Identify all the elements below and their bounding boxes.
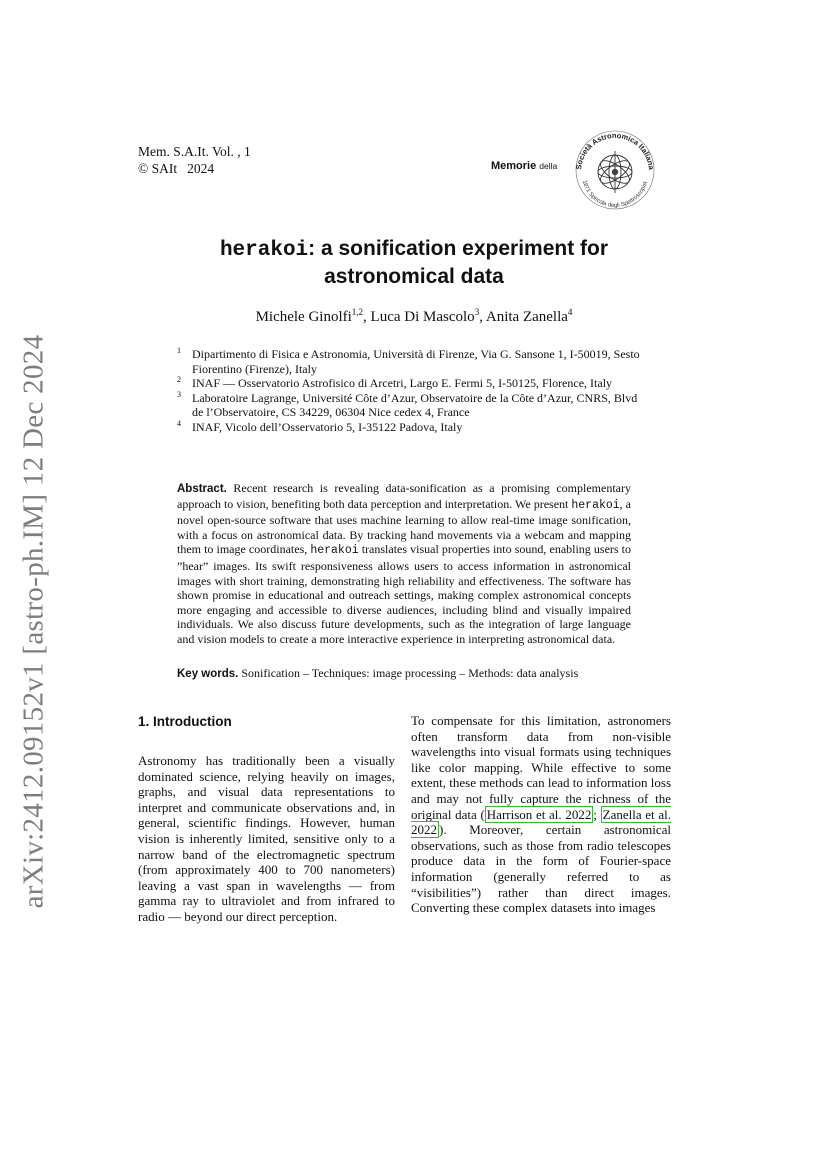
keywords xyxy=(177,666,637,681)
author: Michele Ginolfi$^{1,2}$, xyxy=(255,307,371,325)
abstract: Abstract. Recent research is revealing data-sonification as a promising complementary approach to vision, benefiting both data perception and interpretation. We present herakoi, a novel open-source software that uses machine learning to allow real-time image sonification, with a focus on astronomical data. By tracking hand movements via a webcam and mapping them to image coordinates, herakoi translates visual properties into sound, enabling users to ”hear” images. Its swift responsiveness allows users to access information in astronomical images with short training, demonstrating high reliability and effectiveness. The software has shown promise in educational and outreach settings, making complex astronomical concepts more engaging and accessible to diverse audiences, including blind and visually impaired individuals. We also discuss future developments, such as the integration of large language and vision models to create a more interactive experience in interpreting astronomical data. xyxy=(177,481,631,646)
title-line-2: astronomical data xyxy=(324,265,504,288)
author-list xyxy=(138,309,690,326)
memorie-label xyxy=(491,160,557,172)
keywords-label: Key words. xyxy=(177,668,239,680)
memorie-word: Memorie xyxy=(491,160,537,172)
sait-logo-icon xyxy=(573,126,657,212)
section-heading: 1. Introduction xyxy=(138,714,232,729)
affiliation-item: 1 Dipartimento di Fisica e Astronomia, Università di Firenze, Via G. Sansone 1, I-50019, Sesto Fiorentino (Firenze), Italy xyxy=(177,346,640,376)
copyright-line xyxy=(138,160,251,177)
affiliation-item: 2 INAF — Osservatorio Astrofisico di Arcetri, Largo E. Fermi 5, I-50125, Florence, Italy xyxy=(177,375,613,391)
journal-info xyxy=(138,143,251,177)
logo-subtext: Specola degli Spettroscopist xyxy=(587,181,649,209)
author: Luca Di Mascolo$^3$, xyxy=(370,307,486,325)
body-column-right: To compensate for this limitation, astronomers often transform data from non-visible wavelengths into visual formats using techniques like color mapping. While effective to some extent, these methods can lead to information loss and may not fully capture the richness of the original data ( Harrison et al. 2022 ; Zanella et al. 2022 ). Moreover, certain astronomical observations, such as those from radio telescopes produce data in the form of Fourier-space information (generally referred to as “visibilities”) rather than direct images. Converting these complex datasets into images xyxy=(411,713,671,916)
citation-link[interactable]: Zanella et al. 2022 xyxy=(411,806,671,838)
author: Anita Zanella$^4$ xyxy=(485,307,573,325)
title-line-1-rest: : a sonification experiment for xyxy=(308,237,609,260)
logo-year: 1871 xyxy=(580,179,592,194)
abstract-label: Abstract. xyxy=(177,483,227,495)
affiliation-item: 3 Laboratoire Lagrange, Université Côte d’Azur, Observatoire de la Côte d’Azur, CNRS, Blvd de l’Observatoire, CS 34229, 06304 Nice cedex 4, France xyxy=(177,389,638,420)
logo-arc-text: Società Astronomica Italiana xyxy=(574,130,656,171)
arxiv-identifier-stamp: arXiv:2412.09152v1 [astro-ph.IM] 12 Dec 2024 xyxy=(17,334,50,908)
della-word: della xyxy=(539,161,558,171)
title-software-name: herakoi xyxy=(219,239,309,262)
affiliation-item: 4 INAF, Vicolo dell’Osservatorio 5, I-35122 Padova, Italy xyxy=(177,418,463,434)
copyright-year: 2024 xyxy=(187,161,215,176)
body-column-left: Astronomy has traditionally been a visually dominated science, relying heavily on images, graphs, and visual data representations to interpret and communicate observations and, in general, scientific findings. However, human vision is inherently limited, sensitive only to a narrow band of the electromagnetic spectrum (from approximately 400 to 700 nanometers) leaving a vast span in wavelengths — from gamma ray to ultraviolet and from infrared to radio — beyond our direct perception. xyxy=(138,753,395,924)
paper-title xyxy=(138,236,690,290)
journal-volume-line: Mem. S.A.It. Vol. , 1 xyxy=(138,144,251,159)
citation-link[interactable]: Harrison et al. 2022 xyxy=(486,806,592,822)
software-name: herakoi xyxy=(310,544,359,558)
copyright-text: © SAIt xyxy=(138,161,178,176)
keywords-text: Sonification – Techniques: image processing – Methods: data analysis xyxy=(238,666,579,680)
software-name: herakoi xyxy=(571,498,620,512)
affiliation-list xyxy=(177,347,647,435)
